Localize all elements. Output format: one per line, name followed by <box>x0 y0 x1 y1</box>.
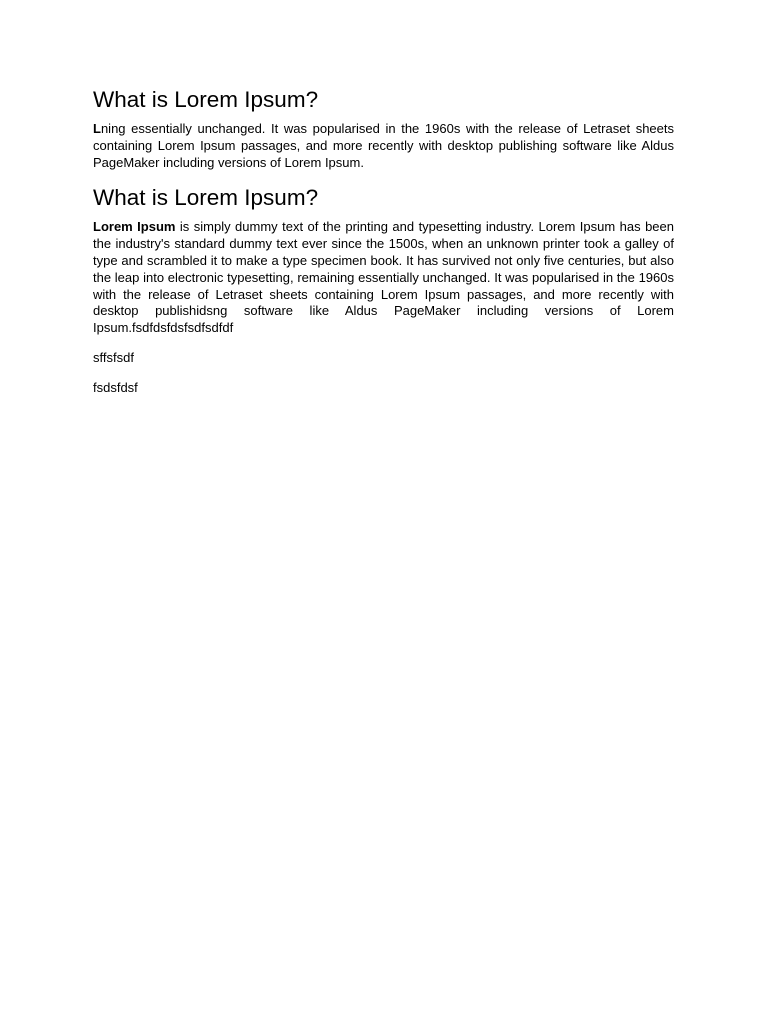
extra-line-2: fsdsfdsf <box>93 379 138 395</box>
section-1-text: ning essentially unchanged. It was popularised in the 1960s with the release of Letraset sheets containing Lorem Ipsum passages, and more recently with desktop publishing software like Aldus PageMaker including versions of Lorem Ipsum. <box>93 121 674 170</box>
section-2-paragraph <box>93 219 674 337</box>
section-1-bold-lead: L <box>93 121 101 136</box>
section-2-text: is simply dummy text of the printing and typesetting industry. Lorem Ipsum has been the industry's standard dummy text ever since the 1500s, when an unknown printer took a galley of type and scrambled it to make a type specimen book. It has survived not only five centuries, but also the leap into electronic typesetting, remaining essentially unchanged. It was popularised in the 1960s with the release of Letraset sheets containing Lorem Ipsum passages, and more recently with desktop publishidsng software like Aldus PageMaker including versions of Lorem Ipsum.fsdfdsfdsfsdfsdfdf <box>93 219 674 336</box>
section-1-paragraph <box>93 121 674 171</box>
section-2-heading: What is Lorem Ipsum? <box>93 185 319 211</box>
section-2-bold-lead: Lorem Ipsum <box>93 219 176 235</box>
extra-line-1: sffsfsdf <box>93 349 134 365</box>
section-1-heading: What is Lorem Ipsum? <box>93 87 319 112</box>
